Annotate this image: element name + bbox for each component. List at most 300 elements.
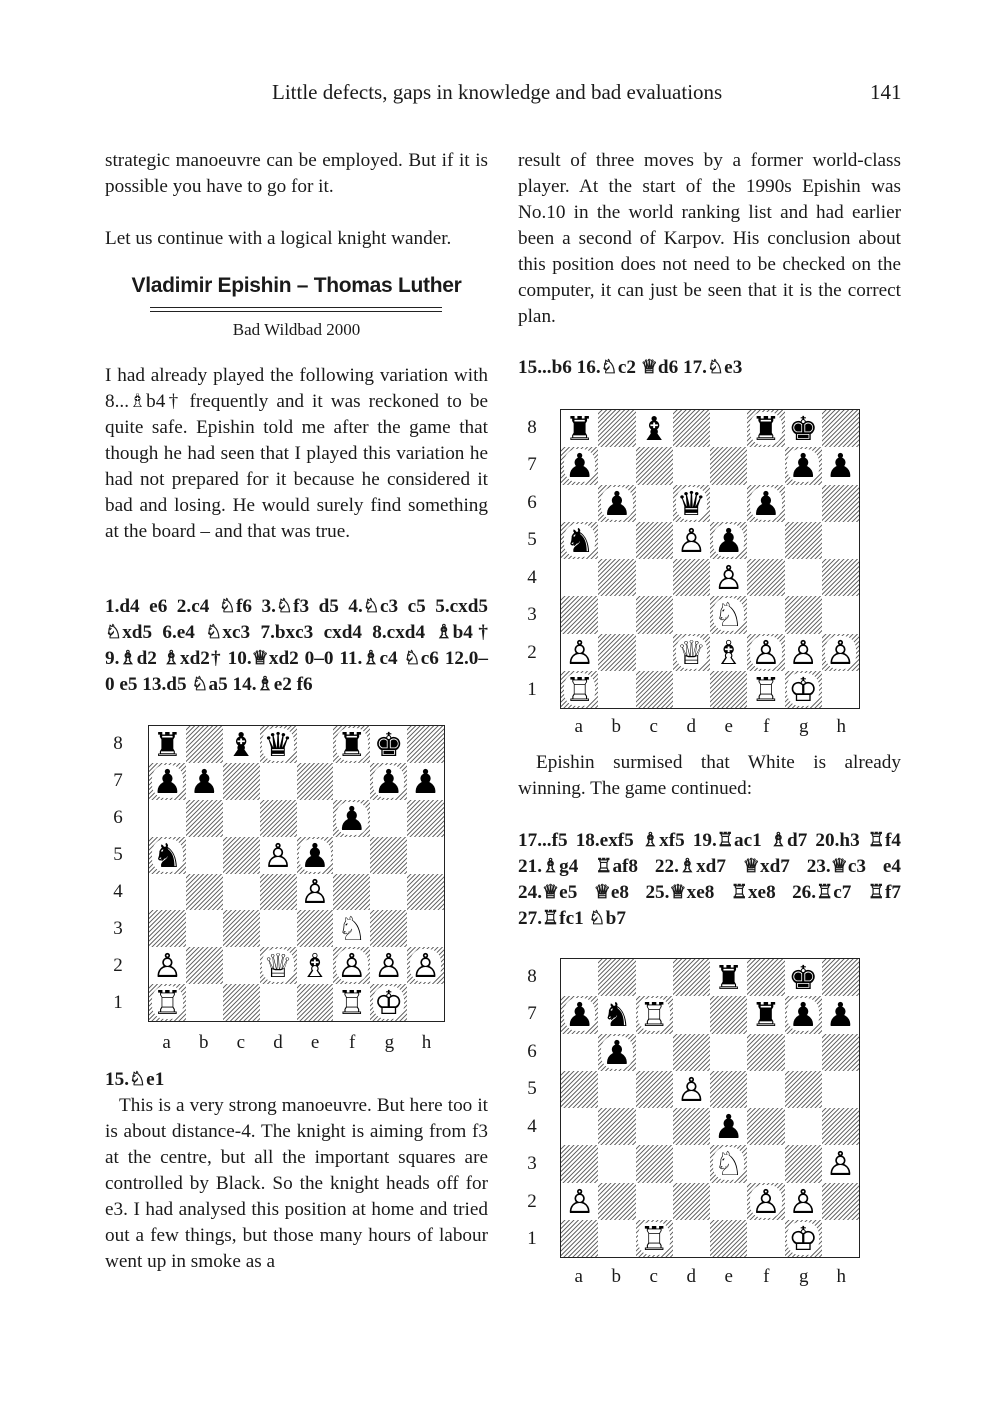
chess-piece-icon: ♔ [788,670,818,708]
square-e6 [710,485,747,522]
rank-label: 2 [113,955,123,977]
square-c8 [636,410,673,447]
chess-piece-icon: ♕ [676,633,707,671]
square-b5 [598,522,635,559]
chess-piece-icon: ♟ [337,799,367,837]
rank-label: 5 [527,1078,537,1100]
moves-3: 17...f5 18.exf5 ♗xf5 19.♖ac1 ♗d7 20.h3 ♖f4 21.♗g4 ♖af8 22.♗xd7 ♕xd7 23.♕c3 e4 24.♕e5 ♕e8 25.♕xe8 ♖xe8 26.♖c7 ♖f7 27.♖fc1 ♘b7 [518,830,901,929]
square-b8 [186,726,223,763]
file-label: h [836,716,846,737]
rank-label: 5 [113,843,123,865]
file-label: g [799,1266,809,1287]
square-f6 [333,800,370,837]
file-label: b [611,716,621,737]
file-label: h [421,1032,432,1053]
square-b1 [598,1220,635,1257]
chess-piece-icon: ♙ [788,1182,818,1220]
square-e5 [710,1071,747,1108]
square-c3 [636,596,673,633]
chess-piece-icon: ♙ [751,1182,781,1220]
square-a8 [561,410,598,447]
file-label: a [574,716,583,737]
square-d3 [260,910,297,947]
square-d2 [673,634,710,671]
square-d7 [260,763,297,800]
square-d3 [673,596,710,633]
chess-piece-icon: ♟ [564,996,595,1034]
square-f1 [747,671,784,708]
chess-piece-icon: ♛ [676,484,707,522]
square-d5 [260,837,297,874]
square-d3 [673,1145,710,1182]
square-h1 [822,671,859,708]
rank-label: 3 [527,1153,537,1175]
square-g8 [785,410,822,447]
chess-piece-icon: ♙ [152,947,183,985]
rank-label: 7 [527,1003,537,1025]
chess-board [560,409,860,709]
chess-piece-icon: ♝ [639,410,669,448]
rank-label: 6 [527,1040,537,1062]
square-a2 [561,634,598,671]
square-g1 [785,671,822,708]
square-f2 [333,947,370,984]
square-e2 [297,947,334,984]
square-h6 [822,485,859,522]
square-e2 [710,634,747,671]
running-header: Little defects, gaps in knowledge and bad evaluations [272,80,723,104]
square-f2 [747,634,784,671]
square-f7 [747,996,784,1033]
square-f4 [333,874,370,911]
chess-piece-icon: ♙ [373,947,404,985]
square-a4 [561,1108,598,1145]
chess-piece-icon: ♟ [564,447,595,485]
square-f5 [747,1071,784,1108]
chess-piece-icon: ♜ [751,996,781,1034]
file-label: a [162,1032,171,1053]
square-f8 [333,726,370,763]
square-h5 [822,1071,859,1108]
square-b1 [186,984,223,1021]
square-b3 [186,910,223,947]
square-c6 [223,800,260,837]
square-c4 [636,559,673,596]
square-g2 [370,947,407,984]
square-e3 [297,910,334,947]
square-b7 [598,996,635,1033]
square-a6 [149,800,186,837]
square-g3 [785,1145,822,1182]
chess-piece-icon: ♖ [564,670,595,708]
square-e7 [297,763,334,800]
square-a3 [561,1145,598,1182]
chess-piece-icon: ♙ [788,633,818,671]
square-e6 [710,1034,747,1071]
square-c6 [636,1034,673,1071]
square-h7 [407,763,444,800]
square-h8 [822,410,859,447]
square-e7 [710,996,747,1033]
square-b2 [598,634,635,671]
square-g7 [785,996,822,1033]
chess-board [560,958,860,1258]
square-g3 [370,910,407,947]
chess-piece-icon: ♘ [337,910,367,948]
square-g6 [370,800,407,837]
chess-piece-icon: ♟ [825,447,856,485]
square-g8 [370,726,407,763]
square-e4 [297,874,334,911]
chess-board [148,725,445,1022]
rank-label: 8 [527,416,537,438]
chess-piece-icon: ♙ [676,1070,707,1108]
moves-2: 15...b6 16.♘c2 ♕d6 17.♘e3 [518,357,743,378]
square-h2 [822,634,859,671]
chess-piece-icon: ♜ [713,959,744,997]
square-c5 [636,1071,673,1108]
square-d8 [673,410,710,447]
square-h5 [822,522,859,559]
chess-piece-icon: ♖ [152,984,183,1021]
file-label: g [799,716,809,737]
square-a3 [149,910,186,947]
square-c7 [636,447,673,484]
rank-label: 7 [113,769,123,791]
square-d4 [673,559,710,596]
square-e8 [710,959,747,996]
square-g6 [785,485,822,522]
chess-piece-icon: ♚ [788,959,818,997]
square-h2 [407,947,444,984]
chess-piece-icon: ♟ [152,762,183,800]
square-b6 [186,800,223,837]
chess-piece-icon: ♙ [825,633,856,671]
square-f1 [333,984,370,1021]
square-d6 [673,1034,710,1071]
square-a1 [561,1220,598,1257]
rank-label: 4 [527,566,537,588]
square-e4 [710,1108,747,1145]
chess-piece-icon: ♟ [788,447,818,485]
square-a1 [561,671,598,708]
square-c8 [636,959,673,996]
chess-piece-icon: ♟ [410,762,441,800]
square-f8 [747,959,784,996]
square-g3 [785,596,822,633]
right-paragraph-2: Epishin surmised that White is already winning. The game continued: [518,752,901,799]
square-c2 [223,947,260,984]
square-f5 [333,837,370,874]
square-a8 [149,726,186,763]
chess-piece-icon: ♝ [226,726,256,763]
square-b1 [598,671,635,708]
file-label: c [236,1032,246,1053]
chess-piece-icon: ♟ [189,762,220,800]
square-f7 [747,447,784,484]
square-g7 [785,447,822,484]
square-h7 [822,996,859,1033]
square-b5 [186,837,223,874]
game-title: Vladimir Epishin – Thomas Luther [131,274,462,297]
chess-piece-icon: ♖ [751,670,781,708]
file-label: b [611,1266,621,1287]
chess-piece-icon: ♙ [410,947,441,985]
chess-piece-icon: ♟ [713,1108,744,1146]
chess-piece-icon: ♙ [564,633,595,671]
square-e1 [297,984,334,1021]
chess-piece-icon: ♗ [713,633,744,671]
square-h6 [822,1034,859,1071]
square-d7 [673,447,710,484]
square-h3 [822,1145,859,1182]
file-label: e [724,1266,733,1287]
square-f2 [747,1183,784,1220]
square-b8 [598,959,635,996]
square-b2 [598,1183,635,1220]
chess-piece-icon: ♟ [300,836,330,874]
square-d1 [260,984,297,1021]
file-label: b [198,1032,209,1053]
file-label: c [649,716,658,737]
chess-piece-icon: ♙ [564,1182,595,1220]
square-c4 [223,874,260,911]
square-d1 [673,1220,710,1257]
file-label: g [384,1032,395,1053]
file-label: d [686,1266,696,1287]
square-c3 [636,1145,673,1182]
chess-piece-icon: ♟ [825,996,856,1034]
square-f3 [747,1145,784,1182]
square-c2 [636,634,673,671]
square-d4 [673,1108,710,1145]
rank-label: 1 [113,992,123,1014]
rank-label: 1 [527,679,537,701]
chess-piece-icon: ♚ [373,726,404,763]
square-f6 [747,1034,784,1071]
chess-piece-icon: ♛ [263,726,293,763]
square-a4 [149,874,186,911]
square-f3 [747,596,784,633]
square-a2 [561,1183,598,1220]
rank-label: 8 [113,732,123,754]
square-b7 [186,763,223,800]
square-b4 [186,874,223,911]
rank-label: 2 [527,1190,537,1212]
chess-piece-icon: ♗ [300,947,330,985]
square-g5 [785,522,822,559]
square-b3 [598,1145,635,1182]
square-d5 [673,522,710,559]
left-paragraph-2: Let us continue with a logical knight wander. [105,228,452,249]
rank-label: 5 [527,529,537,551]
square-a7 [561,447,598,484]
left-paragraph-4: This is a very strong manoeuvre. But here too it is about distance-4. The knight is aiming from f3 at the centre, but all the important squares are controlled by Black. So the knight heads off for e3. I had analysed this position at home and tried out a few things, but those many hours of labour went up in smoke as a [105,1095,488,1272]
chess-piece-icon: ♙ [713,559,744,597]
file-label: f [763,1266,770,1287]
square-h7 [822,447,859,484]
chess-piece-icon: ♙ [263,836,293,874]
chess-piece-icon: ♘ [713,596,744,634]
square-b6 [598,485,635,522]
moves-1: 1.d4 e6 2.c4 ♘f6 3.♘f3 d5 4.♘c3 c5 5.cxd5 ♘xd5 6.e4 ♘xc3 7.bxc3 cxd4 8.cxd4 ♗b4† 9.♗d2 ♗xd2† 10.♕xd2 0–0 11.♗c4 ♘c6 12.0–0 e5 13.d5 ♘a5 14.♗e2 f6 [105,596,488,695]
chess-piece-icon: ♔ [373,984,404,1021]
square-a1 [149,984,186,1021]
chess-piece-icon: ♖ [639,996,669,1034]
chess-piece-icon: ♟ [602,1033,632,1071]
square-f4 [747,559,784,596]
game-event: Bad Wildbad 2000 [232,320,361,339]
right-paragraph-1: result of three moves by a former world-class player. At the start of the 1990s Epishin was No.10 in the world ranking list and had earlier been a second of Karpov. His conclusion about this position does not need to be checked on the computer, it can just be seen that it is the correct plan. [518,150,901,327]
file-label: h [836,1266,846,1287]
square-e1 [710,671,747,708]
square-f5 [747,522,784,559]
rank-label: 6 [527,491,537,513]
square-h2 [822,1183,859,1220]
square-f6 [747,485,784,522]
square-a3 [561,596,598,633]
square-g1 [785,1220,822,1257]
square-h8 [822,959,859,996]
chess-piece-icon: ♜ [564,410,595,448]
file-label: e [724,716,733,737]
square-h4 [822,559,859,596]
square-h3 [407,910,444,947]
square-e8 [297,726,334,763]
square-g8 [785,959,822,996]
square-e1 [710,1220,747,1257]
square-e3 [710,1145,747,1182]
rank-label: 3 [113,918,123,940]
square-a7 [561,996,598,1033]
chess-piece-icon: ♟ [713,521,744,559]
chess-piece-icon: ♙ [337,947,367,985]
square-b4 [598,559,635,596]
chess-piece-icon: ♚ [788,410,818,448]
file-label: c [649,1266,658,1287]
square-b5 [598,1071,635,1108]
square-d4 [260,874,297,911]
chess-piece-icon: ♟ [602,484,632,522]
square-e3 [710,596,747,633]
file-label: e [310,1032,320,1053]
square-c1 [636,671,673,708]
square-b7 [598,447,635,484]
file-label: f [349,1032,356,1053]
rank-label: 1 [527,1228,537,1250]
rank-label: 2 [527,641,537,663]
file-label: f [763,716,770,737]
square-c7 [636,996,673,1033]
square-c5 [223,837,260,874]
square-h5 [407,837,444,874]
square-a7 [149,763,186,800]
left-paragraph-1: strategic manoeuvre can be employed. But if it is possible you have to go for it. [105,150,488,197]
chess-piece-icon: ♖ [337,984,367,1021]
square-g2 [785,634,822,671]
square-b3 [598,596,635,633]
square-c6 [636,485,673,522]
square-e5 [710,522,747,559]
square-e8 [710,410,747,447]
square-b4 [598,1108,635,1145]
square-b2 [186,947,223,984]
square-g2 [785,1183,822,1220]
square-a6 [561,1034,598,1071]
square-d2 [260,947,297,984]
square-c7 [223,763,260,800]
chess-piece-icon: ♜ [751,410,781,448]
file-label: a [574,1266,583,1287]
left-paragraph-3: I had already played the following variation with 8...♗b4† frequently and it was reckoned to be quite safe. Epishin told me after the game that though he had seen that I played this variation he had not prepared for it because he considered it bad and losing. He would surely find something at the board – and that was true. [105,365,488,542]
square-h4 [407,874,444,911]
square-g4 [785,559,822,596]
square-d6 [673,485,710,522]
square-h4 [822,1108,859,1145]
square-d8 [260,726,297,763]
file-label: d [273,1032,283,1053]
square-d7 [673,996,710,1033]
chess-piece-icon: ♖ [639,1219,669,1257]
chess-piece-icon: ♜ [337,726,367,763]
square-a6 [561,485,598,522]
chess-piece-icon: ♕ [263,947,293,985]
square-b6 [598,1034,635,1071]
square-d1 [673,671,710,708]
rank-label: 4 [113,881,123,903]
square-f3 [333,910,370,947]
square-e6 [297,800,334,837]
square-c5 [636,522,673,559]
square-a4 [561,559,598,596]
rank-label: 6 [113,806,123,828]
move-15: 15.♘e1 [105,1069,165,1090]
square-h1 [822,1220,859,1257]
chess-piece-icon: ♙ [676,521,707,559]
square-c1 [636,1220,673,1257]
square-f7 [333,763,370,800]
square-a5 [561,1071,598,1108]
square-a5 [561,522,598,559]
square-g1 [370,984,407,1021]
chess-piece-icon: ♙ [825,1145,856,1183]
chess-piece-icon: ♟ [373,762,404,800]
square-c8 [223,726,260,763]
square-d8 [673,959,710,996]
square-h8 [407,726,444,763]
chess-piece-icon: ♘ [713,1145,744,1183]
square-g4 [785,1108,822,1145]
square-a5 [149,837,186,874]
chess-piece-icon: ♞ [152,836,183,874]
chess-piece-icon: ♔ [788,1219,818,1257]
chess-piece-icon: ♟ [751,484,781,522]
rank-label: 4 [527,1115,537,1137]
chess-piece-icon: ♜ [152,726,183,763]
square-c1 [223,984,260,1021]
square-a8 [561,959,598,996]
square-d2 [673,1183,710,1220]
square-g5 [370,837,407,874]
square-g5 [785,1071,822,1108]
square-g4 [370,874,407,911]
square-e4 [710,559,747,596]
square-g6 [785,1034,822,1071]
square-h1 [407,984,444,1021]
square-h6 [407,800,444,837]
square-d5 [673,1071,710,1108]
rank-label: 7 [527,454,537,476]
